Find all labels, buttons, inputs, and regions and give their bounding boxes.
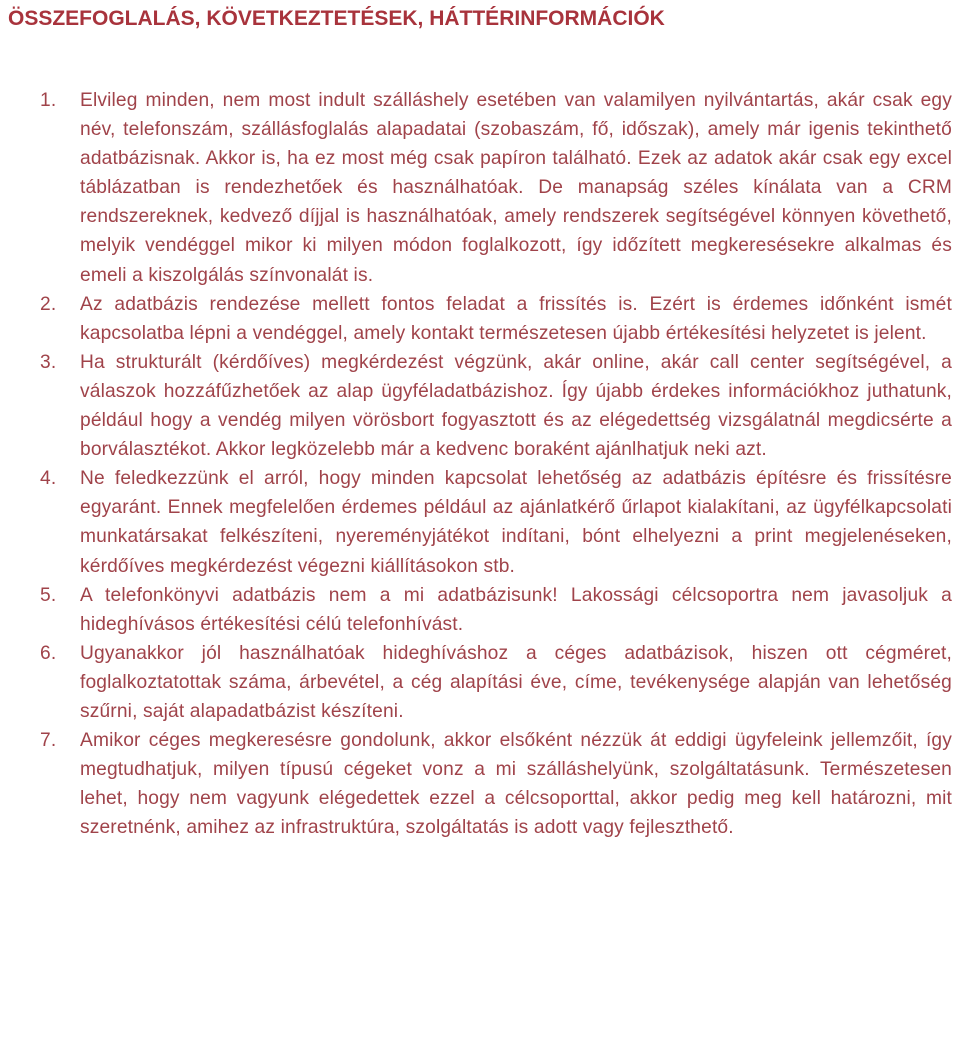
page-title: ÖSSZEFOGLALÁS, KÖVETKEZTETÉSEK, HÁTTÉRINFORMÁCIÓK	[8, 7, 665, 30]
list-item-number: 3.	[40, 351, 57, 373]
list-item-number: 5.	[40, 584, 57, 606]
list-item-text: Ha strukturált (kérdőíves) megkérdezést végzünk, akár online, akár call center segítségével, a válaszok hozzáfűzhetőek az alap ügyféladatbázishoz. Így újabb érdekes információkhoz juthatunk, például hogy a vendég milyen vörösbort fogyasztott és az elégedettség vizsgálatnál megdicsérte a borválasztékot. Akkor legközelebb már a kedvenc boraként ajánlhatjuk neki azt.	[80, 351, 952, 461]
list-item-6	[8, 639, 952, 726]
list-item-text: A telefonkönyvi adatbázis nem a mi adatbázisunk! Lakossági célcsoportra nem javasoljuk a hideghívásos értékesítési célú telefonhívást.	[80, 584, 952, 635]
summary-list	[8, 86, 952, 842]
list-item-4	[8, 464, 952, 580]
list-item-7	[8, 726, 952, 842]
list-item-1	[8, 86, 952, 290]
list-item-number: 4.	[40, 468, 57, 490]
list-item-text: Elvileg minden, nem most indult szálláshely esetében van valamilyen nyilvántartás, akár csak egy név, telefonszám, szállásfoglalás alapadatai (szobaszám, fő, időszak), amely már igenis tekinthető adatbázisnak. Akkor is, ha ez most még csak papíron található. Ezek az adatok akár csak egy excel táblázatban is rendezhetőek és használhatóak. De manapság széles kínálata van a CRM rendszereknek, kedvező díjjal is használhatóak, amely rendszerek segítségével könnyen követhető, melyik vendéggel mikor ki milyen módon foglalkozott, így időzített megkeresésekre alkalmas és emeli a kiszolgálás színvonalát is.	[80, 90, 952, 286]
list-item-number: 7.	[40, 730, 57, 752]
list-item-text: Ugyanakkor jól használhatóak hideghíváshoz a céges adatbázisok, hiszen ott cégméret, foglalkoztatottak száma, árbevétel, a cég alapítási éve, címe, tevékenysége alapján van lehetőség szűrni, saját alapadatbázist készíteni.	[80, 642, 952, 722]
list-item-text: Amikor céges megkeresésre gondolunk, akkor elsőként nézzük át eddigi ügyfeleink jellemzőit, így megtudhatjuk, milyen típusú cégeket vonz a mi szálláshelyünk, szolgáltatásunk. Természetesen lehet, hogy nem vagyunk elégedettek ezzel a célcsoporttal, akkor pedig meg kell határozni, mit szeretnénk, amihez az infrastruktúra, szolgáltatás is adott vagy fejleszthető.	[80, 730, 952, 839]
list-item-2	[8, 290, 952, 348]
list-item-5	[8, 581, 952, 639]
list-item-number: 6.	[40, 642, 57, 664]
list-item-text: Ne feledkezzünk el arról, hogy minden kapcsolat lehetőség az adatbázis építésre és frissítésre egyaránt. Ennek megfelelően érdemes például az ajánlatkérő űrlapot kialakítani, az ügyfélkapcsolati munkatársakat felkészíteni, nyereményjátékot indítani, bónt elhelyezni a print megjelenéseken, kérdőíves megkérdezést végezni kiállításokon stb.	[80, 468, 952, 577]
list-item-number: 2.	[40, 293, 57, 315]
list-item-text: Az adatbázis rendezése mellett fontos feladat a frissítés is. Ezért is érdemes időnként ismét kapcsolatba lépni a vendéggel, amely kontakt természetesen újabb értékesítési helyzetet is jelent.	[80, 293, 952, 344]
list-item-number: 1.	[40, 90, 57, 111]
list-item-3	[8, 348, 952, 464]
